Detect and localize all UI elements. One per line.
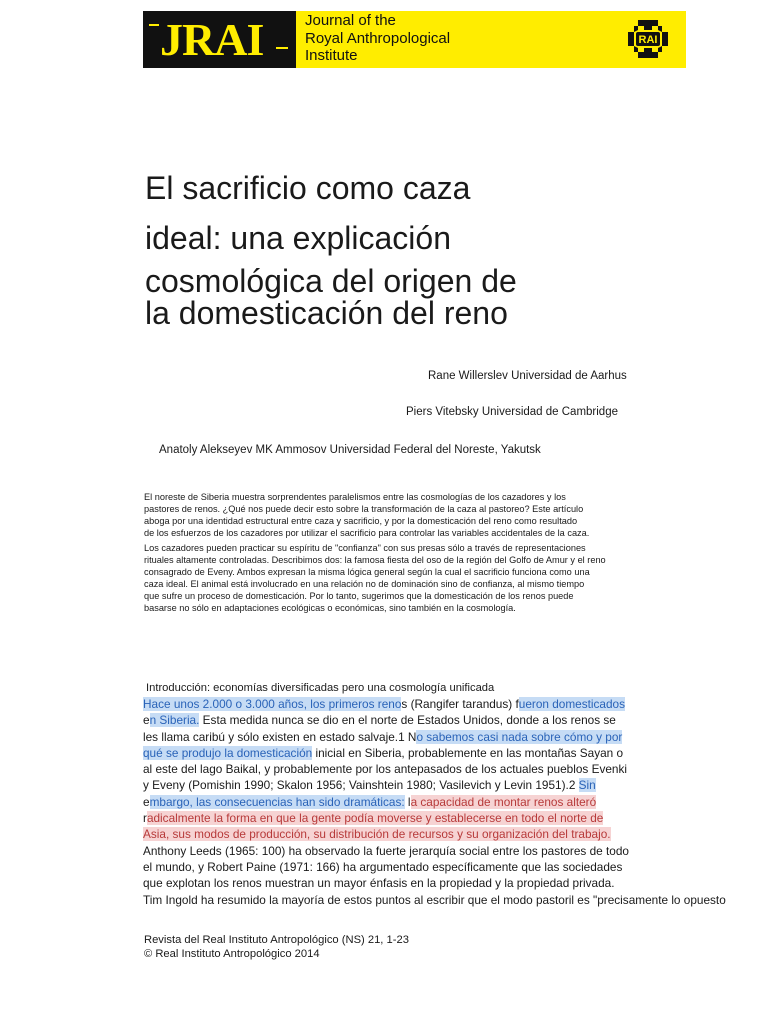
footer-citation xyxy=(144,934,409,961)
abstract-line: Los cazadores pueden practicar su espíritu de "confianza" con sus presas sólo a través de representaciones xyxy=(144,543,586,553)
jrai-logo xyxy=(143,11,296,68)
body-line xyxy=(143,875,768,891)
author-affiliation: Piers Vitebsky Universidad de Cambridge xyxy=(406,406,618,418)
text-run: Tim Ingold ha resumido la mayoría de estos puntos al escribir que el modo pastoril es "precisamente lo opuesto xyxy=(143,892,726,907)
highlight-blue: Hace unos 2.000 o 3.000 años, los primeros reno xyxy=(143,697,402,711)
highlight-blue: n Siberia. xyxy=(149,713,200,728)
body-line xyxy=(143,696,768,712)
author-affiliation: Rane Willerslev Universidad de Aarhus xyxy=(428,370,627,382)
abstract-line: caza ideal. El animal está involucrado en una relación no de dominación sino de confianza, al mismo tiempo xyxy=(144,579,585,589)
journal-name-line: Institute xyxy=(305,47,358,64)
highlight-red: a capacidad de montar renos alteró xyxy=(410,794,597,809)
body-line xyxy=(143,843,768,859)
jrai-logo-text: JRAI xyxy=(160,14,264,65)
body-line xyxy=(143,761,768,777)
highlight-blue: Sin xyxy=(578,778,596,793)
highlight-blue: o sabemos casi nada sobre cómo y por xyxy=(416,729,623,744)
journal-banner xyxy=(143,11,686,68)
text-run: Esta medida nunca se dio en el norte de Estados Unidos, donde a los renos se xyxy=(199,713,616,728)
article-title-line: cosmológica del origen de xyxy=(145,263,517,299)
journal-name-line: Journal of the xyxy=(305,12,396,29)
section-heading: Introducción: economías diversificadas pero una cosmología unificada xyxy=(146,682,495,694)
body-line xyxy=(143,859,768,875)
body-line xyxy=(143,745,768,761)
text-run: el mundo, y Robert Paine (1971: 166) ha argumentado específicamente que las sociedades xyxy=(143,859,623,874)
abstract-line: consagrado de Eveny. Ambos expresan la misma lógica general según la cual el sacrificio funciona como una xyxy=(144,567,590,577)
body-line xyxy=(143,810,768,826)
abstract-line: El noreste de Siberia muestra sorprendentes paralelismos entre las cosmologías de los cazadores y los xyxy=(144,492,566,502)
body-line xyxy=(143,712,768,728)
body-line xyxy=(143,826,768,842)
highlight-blue: qué se produjo la domesticación xyxy=(143,745,313,760)
highlight-blue: ueron domesticados xyxy=(518,697,626,711)
abstract-line: que sufre un proceso de domesticación. Por lo tanto, sugerimos que la domesticación de los renos puede xyxy=(144,591,574,601)
journal-name xyxy=(305,12,450,65)
abstract-line: basarse no sólo en adaptaciones ecológicas o económicas, sino también en la cosmología. xyxy=(144,603,516,613)
text-run: y Eveny (Pomishin 1990; Skalon 1956; Vainshtein 1980; Vasilevich y Levin 1951).2 xyxy=(143,778,579,793)
text-run: al este del lago Baikal, y probablemente por los antepasados de los actuales pueblos Evenki xyxy=(143,762,627,777)
text-run: l xyxy=(404,794,411,809)
body-text xyxy=(143,696,768,908)
article-title-line: El sacrificio como caza xyxy=(145,170,471,206)
abstract-line: rituales altamente controladas. Describimos dos: la famosa fiesta del oso de la región del Golfo de Amur y el reno xyxy=(144,555,606,565)
text-run: que explotan los renos muestran un mayor énfasis en la propiedad y la propiedad privada. xyxy=(143,876,615,891)
body-line xyxy=(143,794,768,810)
body-line xyxy=(143,892,768,908)
highlight-blue: mbargo, las consecuencias han sido dramáticas: xyxy=(149,794,405,809)
abstract-line: pastores de renos. ¿Qué nos puede decir esto sobre la transformación de la caza al pastoreo? Este artículo xyxy=(144,504,584,514)
article-title-line: la domesticación del reno xyxy=(145,295,508,331)
highlight-red: Asia, sus modos de producción, su distribución de recursos y su organización del trabajo. xyxy=(143,827,611,842)
author-affiliation: Anatoly Alekseyev MK Ammosov Universidad Federal del Noreste, Yakutsk xyxy=(159,444,541,456)
logo-rule xyxy=(276,47,288,49)
text-run: r xyxy=(143,811,147,826)
abstract-line: aboga por una identidad estructural entre caza y sacrificio, y por la domesticación del reno como resultado xyxy=(144,516,578,526)
rai-emblem-icon xyxy=(625,17,671,61)
abstract xyxy=(144,491,704,614)
text-run: e xyxy=(143,713,150,728)
emblem-text: RAI xyxy=(638,34,658,46)
abstract-line: de los esfuerzos de los cazadores por utilizar el sacrificio para controlar las variables accidentales de la caza. xyxy=(144,528,590,538)
body-line xyxy=(143,729,768,745)
text-run: inicial en Siberia, probablemente en las montañas Sayan o xyxy=(312,745,624,760)
footer-line: © Real Instituto Antropológico 2014 xyxy=(144,947,320,960)
text-run: s (Rangifer tarandus) f xyxy=(401,697,519,711)
footer-line: Revista del Real Instituto Antropológico (NS) 21, 1-23 xyxy=(144,934,409,946)
highlight-red: adicalmente la forma en que la gente podía moverse y establecerse en todo el norte de xyxy=(146,811,604,826)
body-line xyxy=(143,777,768,793)
article-title-line: ideal: una explicación xyxy=(145,220,451,256)
logo-rule xyxy=(149,24,159,26)
text-run: e xyxy=(143,794,150,809)
text-run: Anthony Leeds (1965: 100) ha observado la fuerte jerarquía social entre los pastores de todo xyxy=(143,843,629,858)
journal-name-line: Royal Anthropological xyxy=(305,29,451,47)
text-run: les llama caribú y sólo existen en estado salvaje.1 N xyxy=(143,729,417,744)
